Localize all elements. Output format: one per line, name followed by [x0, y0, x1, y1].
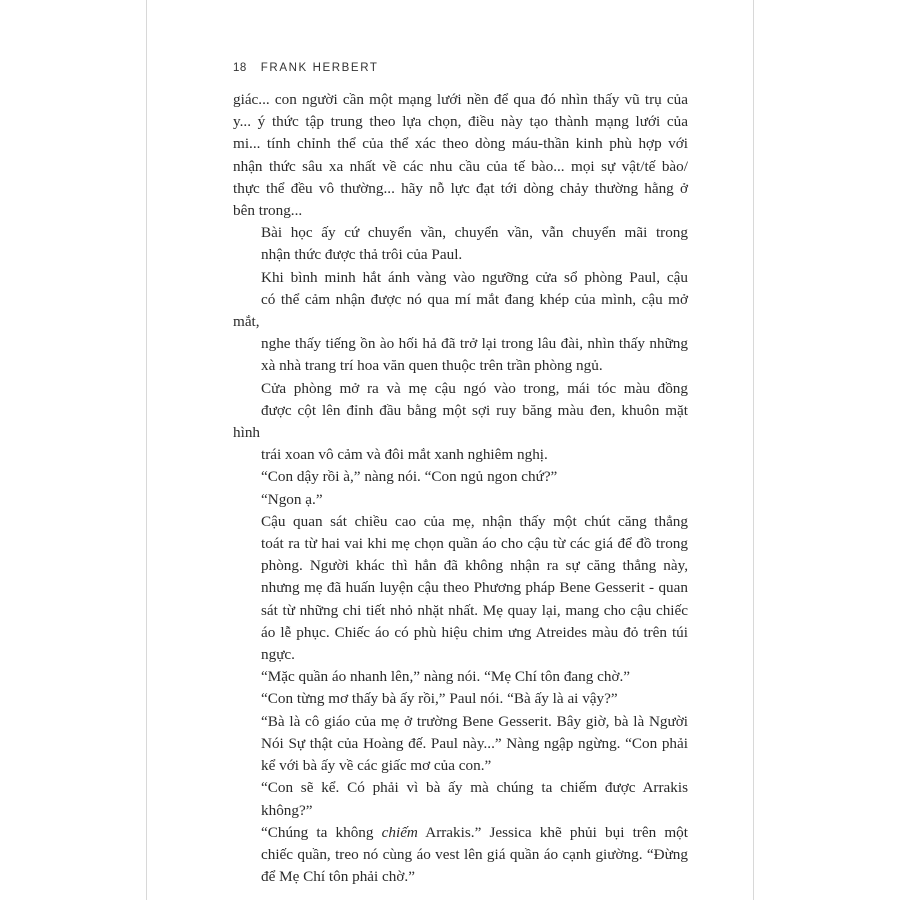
- paragraph: [233, 511, 688, 666]
- paragraph: [233, 489, 688, 511]
- text-line: “Chúng ta không chiếm Arrakis.” Jessica khẽ phủi bụi trên một: [261, 823, 688, 841]
- text-line: nhận thức sâu xa nhất về các nhu cầu của tế bào... mọi sự vật/tế bào/: [233, 157, 688, 175]
- author-name: FRANK HERBERT: [260, 62, 379, 74]
- text-line: nhưng mẹ đã huấn luyện cậu theo Phương pháp Bene Gesserit - quan: [261, 579, 688, 597]
- text-line: “Con sẽ kể. Có phải vì bà ấy mà chúng ta chiếm được Arrakis: [261, 779, 688, 797]
- text-line: bên trong...: [233, 202, 303, 220]
- text-line: Cửa phòng mở ra và mẹ cậu ngó vào trong, mái tóc màu đồng: [261, 379, 688, 397]
- text-line: “Con dậy rồi à,” nàng nói. “Con ngủ ngon chứ?”: [261, 468, 558, 486]
- text-line: “Con từng mơ thấy bà ấy rồi,” Paul nói. “Bà ấy là ai vậy?”: [261, 690, 618, 708]
- text-line: mi... tính chỉnh thể của thể xác theo dòng máu-thần kinh phù hợp với: [233, 135, 688, 153]
- paragraph: [233, 711, 688, 778]
- paragraph: [233, 777, 688, 821]
- text-line: để Mẹ Chí tôn phải chờ.”: [261, 868, 415, 886]
- text-line: phòng. Người khác thì hẳn đã không nhận ra sự căng thẳng này,: [261, 557, 688, 575]
- text-line: áo lễ phục. Chiếc áo có phù hiệu chim ưng Atreides màu đỏ trên túi: [261, 623, 688, 641]
- paragraph: [233, 466, 688, 488]
- text-line: Cậu quan sát chiều cao của mẹ, nhận thấy một chút căng thẳng: [261, 512, 688, 530]
- text-line: được cột lên đỉnh đầu bằng một sợi ruy băng màu đen, khuôn mặt hình: [233, 401, 688, 442]
- text-line: y... ý thức tập trung theo lựa chọn, điều này tạo thành mạng lưới của: [233, 113, 688, 131]
- text-line: Bài học ấy cứ chuyển vần, chuyển vần, vẫn chuyển mãi trong: [261, 224, 688, 242]
- paragraph: [233, 688, 688, 710]
- page-body-text: [233, 89, 688, 888]
- book-page: [146, 0, 754, 900]
- paragraph: [233, 666, 688, 688]
- text-line: xà nhà trang trí hoa văn quen thuộc trên trần phòng ngủ.: [261, 357, 603, 375]
- text-line: nghe thấy tiếng ồn ào hối hả đã trở lại trong lâu đài, nhìn thấy những: [261, 335, 688, 353]
- text-line: “Ngon ạ.”: [261, 490, 323, 508]
- text-line: kể với bà ấy về các giấc mơ của con.”: [261, 757, 492, 775]
- text-line: giác... con người cần một mạng lưới nền để qua đó nhìn thấy vũ trụ của: [233, 91, 688, 108]
- text-line: chiếc quần, treo nó cùng áo vest lên giá quần áo cạnh giường. “Đừng: [261, 845, 688, 863]
- paragraph: [233, 89, 688, 222]
- paragraph: [233, 267, 688, 378]
- paragraph: [233, 822, 688, 889]
- text-line: “Bà là cô giáo của mẹ ở trường Bene Gesserit. Bây giờ, bà là Người: [261, 712, 688, 730]
- text-line: không?”: [261, 801, 313, 819]
- text-line: trái xoan vô cảm và đôi mắt xanh nghiêm nghị.: [261, 446, 548, 464]
- text-line: có thể cảm nhận được nó qua mí mắt đang khép của mình, cậu mở mắt,: [233, 290, 688, 331]
- text-line: ngực.: [261, 646, 295, 664]
- paragraph: [233, 222, 688, 266]
- text-line: Khi bình minh hắt ánh vàng vào ngưỡng cửa sổ phòng Paul, cậu: [261, 268, 688, 286]
- text-line: sát từ những chi tiết nhỏ nhặt nhất. Mẹ quay lại, mang cho cậu chiếc: [261, 601, 688, 619]
- text-line: Nói Sự thật của Hoàng đế. Paul này...” Nàng ngập ngừng. “Con phải: [261, 734, 688, 752]
- page-number: 18: [233, 62, 247, 74]
- text-line: toát ra từ hai vai khi mẹ chọn quần áo cho cậu từ các giá để đồ trong: [261, 535, 688, 553]
- paragraph: [233, 378, 688, 467]
- text-line: thực thể đều vô thường... hãy nỗ lực đạt tới dòng chảy thường hằng ở: [233, 179, 688, 197]
- text-line: “Mặc quần áo nhanh lên,” nàng nói. “Mẹ Chí tôn đang chờ.”: [261, 668, 631, 686]
- running-header: [233, 62, 379, 74]
- text-line: nhận thức được thả trôi của Paul.: [261, 246, 463, 264]
